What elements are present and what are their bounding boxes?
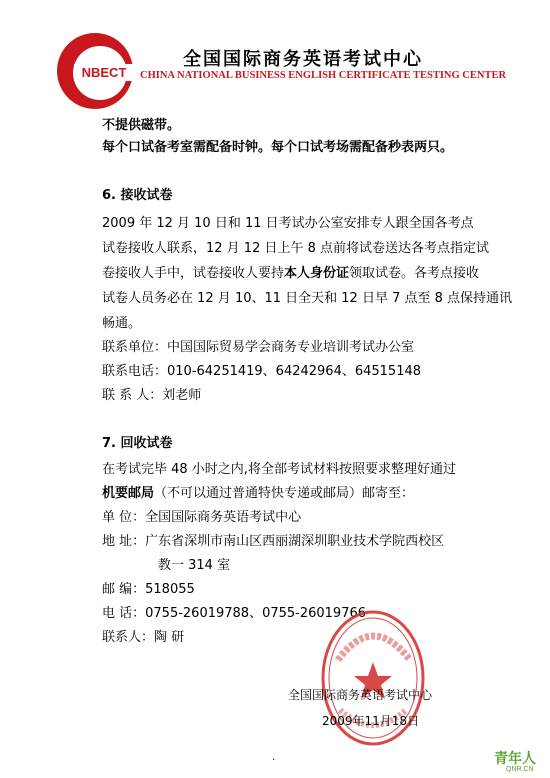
section-7-para-line-1: 在考试完毕 48 小时之内,将全部考试材料按照要求整理好通过 xyxy=(102,462,456,477)
signature-organization: 全国国际商务英语考试中心 xyxy=(288,688,433,702)
confidential-post-emphasis: 机要邮局 xyxy=(102,486,155,501)
signature-date: 2009年11月18日 xyxy=(322,714,420,728)
section-6-contact-phone: 联系电话：010-64251419、64242964、64515148 xyxy=(102,364,422,379)
section-6-para-line-3c: 领取试卷。各考点接收 xyxy=(349,266,480,281)
section-7-para-line-2b: （不可以通过普通特快专递或邮局）邮寄至： xyxy=(154,486,415,501)
nbect-logo xyxy=(54,30,136,112)
section-7-heading: 7. 回收试卷 xyxy=(102,436,173,451)
section-6-para-line-1: 2009 年 12 月 10 日和 11 日考试办公室安排专人跟全国各考点 xyxy=(102,216,474,231)
header-title-cn: 全国国际商务英语考试中心 xyxy=(183,49,423,70)
section-7-address-2: 教一 314 室 xyxy=(158,558,231,573)
section-6-heading: 6. 接收试卷 xyxy=(102,188,173,203)
intro-line-2: 每个口试备考室需配备时钟。每个口试考场需配备秒表两只。 xyxy=(102,140,454,155)
section-7-postcode: 邮 编：518055 xyxy=(102,582,195,597)
section-6-para-line-2: 试卷接收人联系，12 月 12 日上午 8 点前将试卷送达各考点指定试 xyxy=(102,241,490,256)
section-6-contact-person: 联 系 人：刘老师 xyxy=(102,388,202,403)
section-6-para-line-3a: 卷接收人手中，试卷接收人要持 xyxy=(102,266,285,281)
watermark-site: QNR.CN xyxy=(506,766,534,773)
id-card-emphasis: 本人身份证 xyxy=(284,266,350,281)
section-7-para-line-2 xyxy=(102,482,414,501)
page-dot: . xyxy=(272,752,276,763)
section-7-contact-person: 联系人：陶 研 xyxy=(102,630,185,645)
watermark-text: 青年人 xyxy=(494,751,536,767)
section-7-phone: 电 话：0755-26019788、0755-26019766 xyxy=(102,606,367,621)
section-6-para-line-5: 畅通。 xyxy=(102,316,142,331)
section-7-address-1: 地 址：广东省深圳市南山区西丽湖深圳职业技术学院西校区 xyxy=(102,534,445,549)
intro-line-1: 不提供磁带。 xyxy=(102,118,181,133)
header-title-en: CHINA NATIONAL BUSINESS ENGLISH CERTIFICATE TESTING CENTER xyxy=(140,70,507,81)
section-6-para-line-3 xyxy=(102,262,479,281)
section-6-para-line-4: 试卷人员务必在 12 月 10、11 日全天和 12 日早 7 点至 8 点保持通讯 xyxy=(102,291,513,306)
section-6-contact-unit: 联系单位：中国国际贸易学会商务专业培训考试办公室 xyxy=(102,340,415,355)
section-7-unit: 单 位：全国国际商务英语考试中心 xyxy=(102,510,302,525)
logo-text: NBECT xyxy=(81,65,127,80)
